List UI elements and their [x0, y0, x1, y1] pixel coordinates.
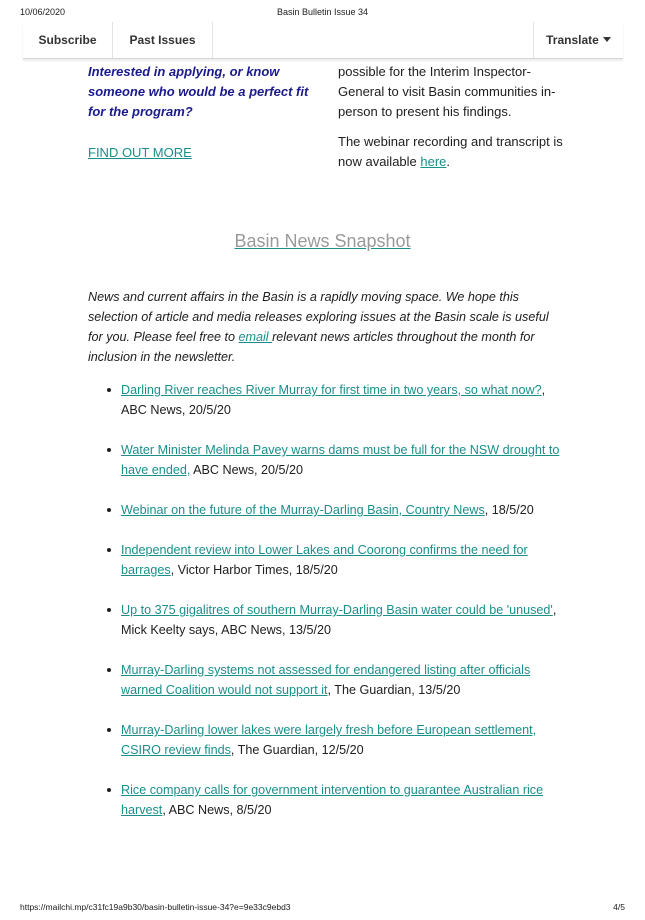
page-number: 4/5 [613, 902, 625, 912]
list-item: Up to 375 gigalitres of southern Murray-Darling Basin water could be 'unused', Mick Keelty says, ABC News, 13/5/20 [106, 600, 561, 640]
news-link[interactable]: Rice company calls for government intervention to guarantee Australian rice harvest [121, 783, 544, 817]
chevron-down-icon [603, 37, 611, 42]
news-link[interactable]: Up to 375 gigalitres of southern Murray-Darling Basin water could be 'unused' [121, 603, 553, 617]
promo-text: Interested in applying, or know someone who would be a perfect fit for the program? [88, 64, 309, 119]
past-issues-button[interactable]: Past Issues [113, 22, 213, 58]
promo-column [88, 62, 313, 160]
list-item: Murray-Darling systems not assessed for endangered listing after officials warned Coalition would not support it, The Guardian, 13/5/20 [106, 660, 561, 700]
webinar-here-link[interactable]: here [420, 154, 447, 169]
list-item: Rice company calls for government intervention to guarantee Australian rice harvest, ABC News, 8/5/20 [106, 780, 561, 820]
list-item: Darling River reaches River Murray for first time in two years, so what now?, ABC News, 20/5/20 [106, 380, 561, 420]
news-list [106, 380, 561, 840]
email-link[interactable]: email [238, 330, 273, 344]
list-item: Webinar on the future of the Murray-Darling Basin, Country News, 18/5/20 [106, 500, 561, 520]
news-link[interactable]: Webinar on the future of the Murray-Darling Basin, Country News [121, 503, 485, 517]
list-item: Murray-Darling lower lakes were largely fresh before European settlement, CSIRO review finds, The Guardian, 12/5/20 [106, 720, 561, 760]
print-date: 10/06/2020 [20, 7, 66, 17]
find-out-more-link[interactable]: FIND OUT MORE [88, 145, 192, 160]
news-intro: News and current affairs in the Basin is a rapidly moving space. We hope this selection of article and media releases exploring issues at the Basin scale is useful for you. Please feel free to email relevant news articles throughout the month for inclusion in the newsletter. [88, 290, 549, 364]
webinar-paragraph-2: The webinar recording and transcript is now available here. [338, 134, 563, 169]
top-nav [23, 22, 623, 59]
print-header [0, 7, 645, 19]
news-link[interactable]: Water Minister Melinda Pavey warns dams must be full for the NSW drought to have ended, [121, 443, 560, 477]
news-link[interactable]: Independent review into Lower Lakes and Coorong confirms the need for barrages [121, 543, 528, 577]
list-item: Water Minister Melinda Pavey warns dams must be full for the NSW drought to have ended, ABC News, 20/5/20 [106, 440, 561, 480]
print-title: Basin Bulletin Issue 34 [276, 7, 369, 17]
webinar-column [338, 62, 568, 182]
list-item: Independent review into Lower Lakes and Coorong confirms the need for barrages, Victor Harbor Times, 18/5/20 [106, 540, 561, 580]
webinar-paragraph-1: possible for the Interim Inspector-General to visit Basin communities in-person to present his findings. [338, 64, 556, 119]
news-link[interactable]: Murray-Darling lower lakes were largely fresh before European settlement, CSIRO review finds [121, 723, 537, 757]
section-heading: Basin News Snapshot [234, 231, 411, 251]
subscribe-button[interactable]: Subscribe [23, 22, 113, 58]
translate-dropdown[interactable] [533, 22, 623, 58]
news-link[interactable]: Murray-Darling systems not assessed for endangered listing after officials warned Coalition would not support it [121, 663, 531, 697]
print-url: https://mailchi.mp/c31fc19a9b30/basin-bulletin-issue-34?e=9e33c9ebd3 [20, 902, 291, 912]
news-link[interactable]: Darling River reaches River Murray for first time in two years, so what now? [121, 383, 542, 397]
translate-label: Translate [546, 33, 599, 47]
